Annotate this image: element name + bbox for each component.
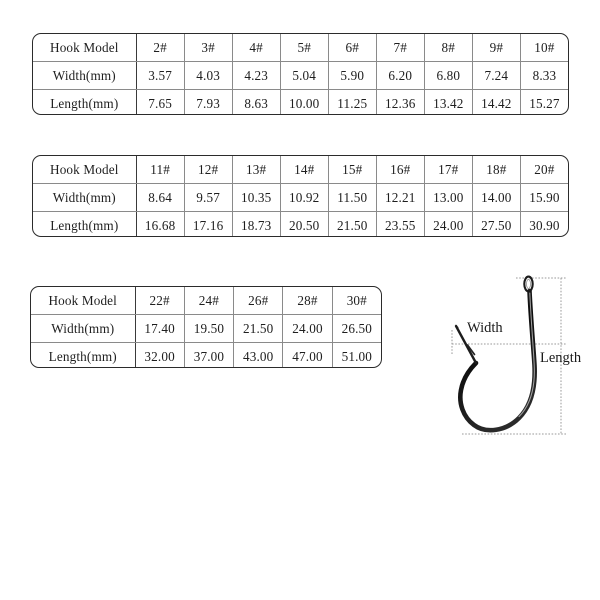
cell-model: 12# [184, 156, 232, 184]
row-header-model: Hook Model [33, 156, 136, 184]
cell-length: 47.00 [283, 343, 332, 369]
cell-length: 43.00 [234, 343, 283, 369]
table-row [33, 184, 568, 212]
cell-length: 32.00 [135, 343, 184, 369]
cell-length: 12.36 [376, 90, 424, 116]
cell-length: 10.00 [280, 90, 328, 116]
cell-length: 30.90 [529, 217, 560, 233]
row-header-length: Length(mm) [33, 90, 136, 116]
row-header-width: Width(mm) [33, 62, 136, 90]
hook-dimension-diagram [420, 262, 600, 452]
cell-model: 14# [280, 156, 328, 184]
cell-model: 24# [184, 287, 233, 315]
cell-width: 9.57 [184, 184, 232, 212]
table-row [31, 315, 381, 343]
cell-model: 17# [424, 156, 472, 184]
table-row [31, 287, 381, 315]
cell-width: 10.92 [280, 184, 328, 212]
cell-width: 10.35 [232, 184, 280, 212]
cell-model: 6# [328, 34, 376, 62]
cell-model: 11# [136, 156, 184, 184]
row-header-width: Width(mm) [31, 315, 135, 343]
table-row [33, 90, 568, 116]
cell-model: 9# [472, 34, 520, 62]
cell-width: 13.00 [424, 184, 472, 212]
table-row [33, 34, 568, 62]
cell-length: 7.65 [136, 90, 184, 116]
cell-length: 23.55 [376, 212, 424, 238]
cell-width: 26.50 [332, 315, 381, 343]
cell-length: 13.42 [424, 90, 472, 116]
cell-model: 30# [332, 287, 381, 315]
hook-size-table-2 [32, 155, 569, 237]
cell-length: 8.63 [232, 90, 280, 116]
fishing-hook-illustration [455, 277, 534, 431]
cell-length: 18.73 [232, 212, 280, 238]
cell-width: 12.21 [376, 184, 424, 212]
cell-length: 14.42 [472, 90, 520, 116]
cell-length: 7.93 [184, 90, 232, 116]
cell-width: 19.50 [184, 315, 233, 343]
cell-model: 18# [472, 156, 520, 184]
cell-model: 28# [283, 287, 332, 315]
row-header-length: Length(mm) [33, 212, 136, 238]
cell-model: 10# [520, 34, 568, 62]
cell-model: 4# [232, 34, 280, 62]
cell-width: 6.80 [424, 62, 472, 90]
cell-length: 21.50 [328, 212, 376, 238]
cell-width: 5.90 [328, 62, 376, 90]
hook-eye-inner [527, 279, 531, 288]
row-header-model: Hook Model [31, 287, 135, 315]
row-header-width: Width(mm) [33, 184, 136, 212]
cell-length: 37.00 [184, 343, 233, 369]
cell-model: 20# [520, 156, 568, 184]
cell-width: 6.20 [376, 62, 424, 90]
cell-model: 2# [136, 34, 184, 62]
hook-size-table-1 [32, 33, 569, 115]
length-dimension-label: Length [540, 350, 582, 366]
cell-width: 21.50 [234, 315, 283, 343]
cell-model: 15# [328, 156, 376, 184]
cell-model: 8# [424, 34, 472, 62]
cell-width: 7.24 [472, 62, 520, 90]
cell-length: 15.27 [529, 95, 560, 111]
cell-model: 16# [376, 156, 424, 184]
cell-width: 14.00 [472, 184, 520, 212]
hook-shank-and-bend [460, 291, 534, 430]
table-row [33, 156, 568, 184]
cell-model: 13# [232, 156, 280, 184]
cell-width: 11.50 [328, 184, 376, 212]
hook-size-table-3 [30, 286, 382, 368]
cell-length: 20.50 [280, 212, 328, 238]
cell-model: 5# [280, 34, 328, 62]
table-row [33, 62, 568, 90]
cell-length: 27.50 [472, 212, 520, 238]
row-header-model: Hook Model [33, 34, 136, 62]
cell-width: 8.64 [136, 184, 184, 212]
cell-width: 5.04 [280, 62, 328, 90]
table-row [31, 343, 381, 369]
cell-model: 3# [184, 34, 232, 62]
cell-width: 17.40 [135, 315, 184, 343]
cell-length: 17.16 [184, 212, 232, 238]
cell-model: 26# [234, 287, 283, 315]
cell-length: 24.00 [424, 212, 472, 238]
cell-width: 3.57 [136, 62, 184, 90]
cell-width: 24.00 [283, 315, 332, 343]
width-dimension-label: Width [467, 320, 503, 336]
cell-width: 4.03 [184, 62, 232, 90]
cell-length: 51.00 [341, 348, 373, 364]
row-header-length: Length(mm) [31, 343, 135, 369]
cell-length: 11.25 [328, 90, 376, 116]
cell-width: 8.33 [520, 62, 568, 90]
cell-model: 7# [376, 34, 424, 62]
cell-width: 4.23 [232, 62, 280, 90]
cell-model: 22# [135, 287, 184, 315]
cell-length: 16.68 [136, 212, 184, 238]
table-row [33, 212, 568, 238]
cell-width: 15.90 [520, 184, 568, 212]
